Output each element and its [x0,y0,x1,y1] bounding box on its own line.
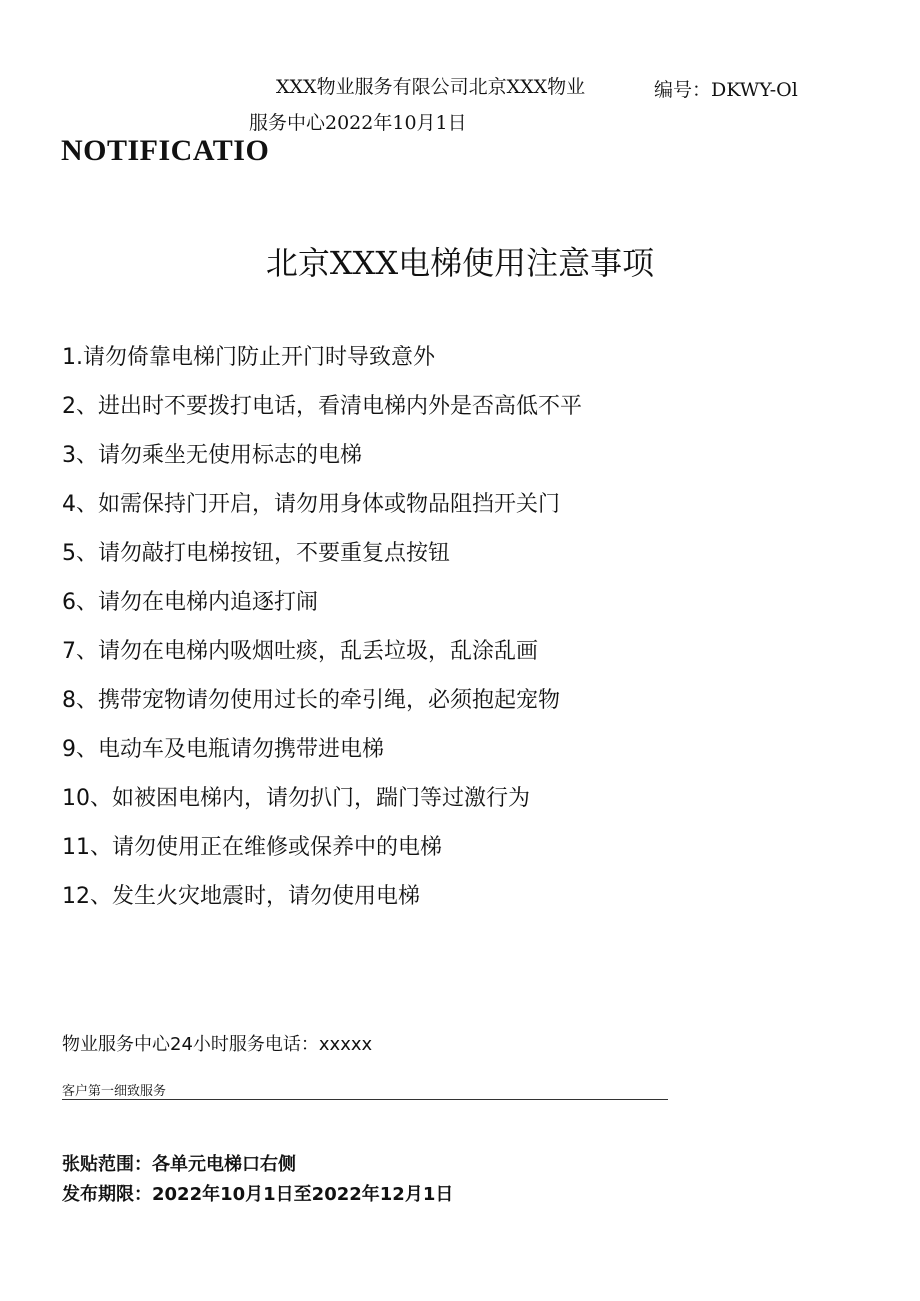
divider-line [62,1099,668,1100]
rule-item: 1.请勿倚靠电梯门防止开门时导致意外 [62,345,435,370]
rule-item: 11、请勿使用正在维修或保养中的电梯 [62,835,442,860]
rule-item: 8、携带宠物请勿使用过长的牵引绳，必须抱起宠物 [62,688,560,713]
issuer-line-1: XXX物业服务有限公司北京XXX物业 [276,76,586,98]
service-hotline: 物业服务中心24小时服务电话：xxxxx [62,1034,373,1055]
page-title: 北京XXX电梯使用注意事项 [265,244,655,282]
rule-item: 5、请勿敲打电梯按钮，不要重复点按钮 [62,541,450,566]
rule-item: 9、电动车及电瓶请勿携带进电梯 [62,737,384,762]
rule-item: 10、如被困电梯内，请勿扒门，踹门等过激行为 [62,786,530,811]
notice-heading: NOTIFICATIO [61,134,270,167]
rule-item: 12、发生火灾地震时，请勿使用电梯 [62,884,420,909]
issuer-line-2: 服务中心2022年10月1日 [249,112,467,134]
rule-item: 3、请勿乘坐无使用标志的电梯 [62,443,362,468]
rule-item: 6、请勿在电梯内追逐打闹 [62,590,318,615]
rule-item: 2、进出时不要拨打电话，看清电梯内外是否高低不平 [62,394,582,419]
posting-scope: 张贴范围：各单元电梯口右侧 [62,1154,296,1175]
rule-item: 7、请勿在电梯内吸烟吐痰，乱丢垃圾，乱涂乱画 [62,639,538,664]
rule-item: 4、如需保持门开启，请勿用身体或物品阻挡开关门 [62,492,560,517]
posting-period: 发布期限：2022年10月1日至2022年12月1日 [62,1184,454,1205]
service-slogan: 客户第一细致服务 [62,1084,167,1099]
rules-list [62,338,582,926]
document-number: 编号：DKWY-Ol [654,79,798,101]
